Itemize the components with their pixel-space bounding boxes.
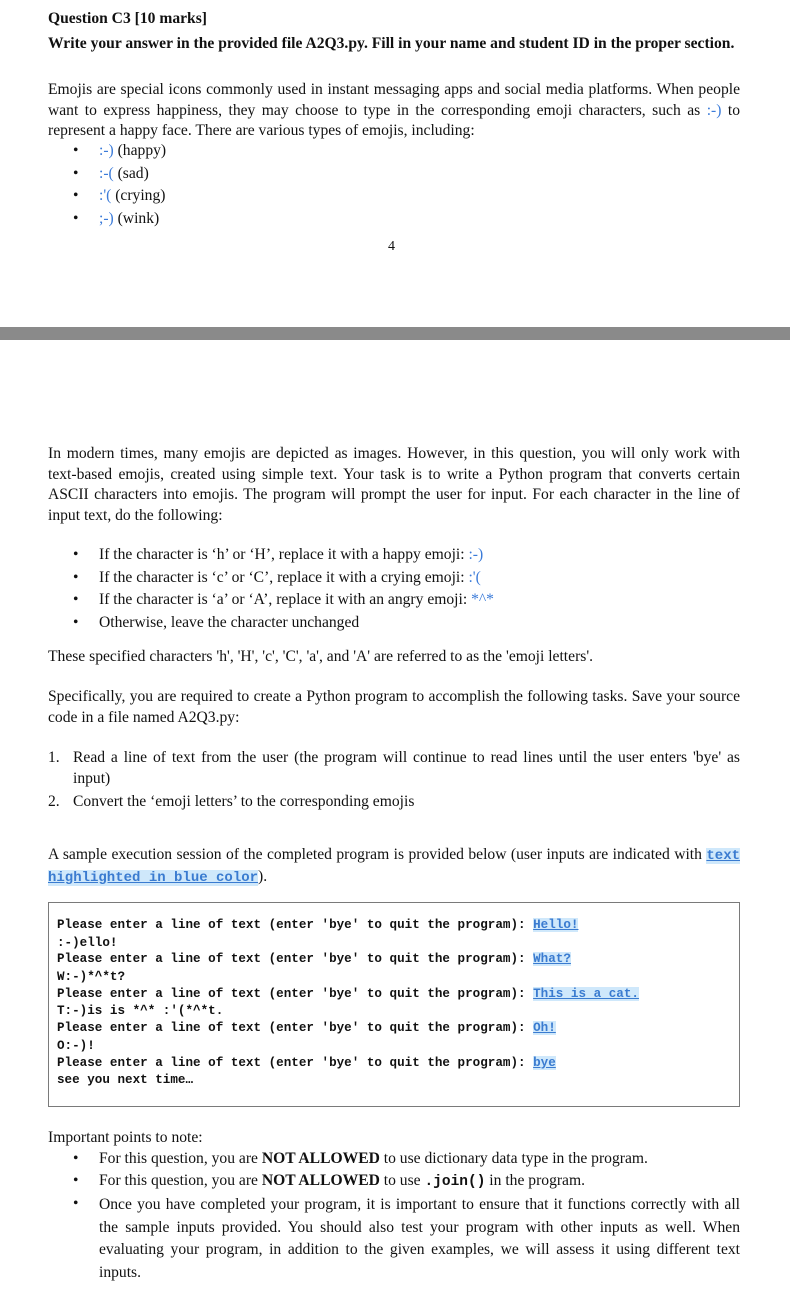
prompt-line: Please enter a line of text (enter 'bye' to quit the program): Oh! <box>57 1021 556 1035</box>
user-input: bye <box>533 1056 556 1070</box>
list-item: • Once you have completed your program, it is important to ensure that it functions correctly with all the sample inputs provided. You should also test your program with other inputs as well. When evaluating your program, in addition to the given examples, we will assess it using different text inputs. <box>73 1195 740 1281</box>
bullet-icon: • <box>73 1172 79 1189</box>
intro-text-2: to represent a happy face. There are various types of emojis, including: <box>48 101 741 139</box>
output-line: :-)ello! <box>57 936 118 950</box>
task-number: 2. <box>48 793 60 810</box>
highlight-example: text highlighted in blue color <box>48 848 740 886</box>
intro-paragraph <box>48 80 740 142</box>
code-snippet: .join() <box>424 1174 486 1190</box>
prompt-line: Please enter a line of text (enter 'bye' to quit the program): This is a cat. <box>57 987 639 1001</box>
bullet-icon: • <box>73 209 79 227</box>
task-text: Convert the ‘emoji letters’ to the corresponding emojis <box>73 793 415 810</box>
output-line: O:-)! <box>57 1039 95 1053</box>
task-intro: Specifically, you are required to create a Python program to accomplish the following tasks. Save your source code in a file named A2Q3.py: <box>48 688 740 726</box>
notes-heading: Important points to note: <box>48 1129 203 1146</box>
bullet-icon: • <box>73 591 79 608</box>
instruction: Write your answer in the provided file A2Q3.py. Fill in your name and student ID in the proper section. <box>48 35 735 52</box>
bullet-icon: • <box>73 613 79 631</box>
sample-intro: A sample execution session of the completed program is provided below (user inputs are indicated with text highlighted in blue color). <box>48 846 740 886</box>
page-break-divider <box>0 327 790 340</box>
prompt-line: Please enter a line of text (enter 'bye' to quit the program): Hello! <box>57 918 579 932</box>
task-text: Read a line of text from the user (the program will continue to read lines until the user enters 'bye' as input) <box>73 749 740 787</box>
user-input: What? <box>533 952 571 966</box>
bullet-icon: • <box>73 142 79 159</box>
page-number: 4 <box>388 239 395 254</box>
bullet-icon: • <box>73 164 79 182</box>
bullet-icon: • <box>73 546 79 563</box>
prompt-line: Please enter a line of text (enter 'bye' to quit the program): bye <box>57 1056 556 1070</box>
emoji-letters-note: These specified characters 'h', 'H', 'c', 'C', 'a', and 'A' are referred to as the 'emoji letters'. <box>48 648 594 665</box>
output-line: T:-)is is *^* :'(*^*t. <box>57 1004 224 1018</box>
sample-session-box <box>48 902 740 1107</box>
output-line: W:-)*^*t? <box>57 970 126 984</box>
task-number: 1. <box>48 749 60 766</box>
list-item: • For this question, you are NOT ALLOWED to use dictionary data type in the program. <box>73 1149 740 1170</box>
user-input: Oh! <box>533 1021 556 1035</box>
body-paragraph: In modern times, many emojis are depicted as images. However, in this question, you will only work with text-based emojis, created using simple text. Your task is to write a Python program that converts certain ASCII characters into emojis. The program will prompt the user for input. For each character in the line of input text, do the following: <box>48 445 740 524</box>
bullet-icon: • <box>73 1150 79 1167</box>
bullet-icon: • <box>73 568 79 586</box>
prompt-line: Please enter a line of text (enter 'bye' to quit the program): What? <box>57 952 571 966</box>
user-input: This is a cat. <box>533 987 639 1001</box>
user-input: Hello! <box>533 918 579 932</box>
intro-text-1: Emojis are special icons commonly used in instant messaging apps and social media platforms. When people want to express happiness, they may choose to type in the corresponding emoji characters, such as <box>48 81 740 119</box>
question-title: Question C3 [10 marks] <box>48 10 207 27</box>
bullet-icon: • <box>73 187 79 204</box>
output-line: see you next time… <box>57 1073 194 1087</box>
intro-emoji: :-) <box>706 101 722 119</box>
list-item: • For this question, you are NOT ALLOWED to use .join() in the program. <box>73 1172 586 1190</box>
task-item <box>48 748 740 789</box>
task-item <box>48 792 740 813</box>
bullet-icon: • <box>73 1195 79 1212</box>
